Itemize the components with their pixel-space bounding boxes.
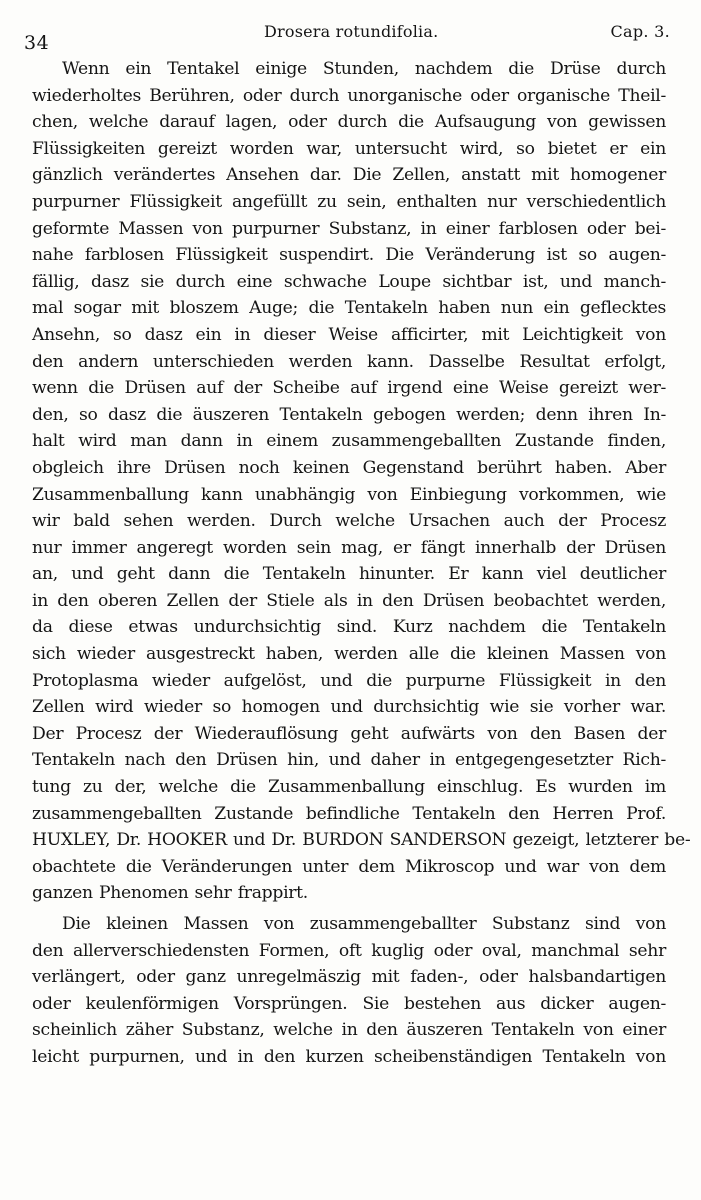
text-line: zusammengeballten Zustande befindliche Tentakeln den Herren Prof. (32, 803, 666, 824)
text-line: in den oberen Zellen der Stiele als in den Drüsen beobachtet werden, (32, 590, 666, 611)
text-line: chen, welche darauf lagen, oder durch die Aufsaugung von gewissen (32, 112, 666, 133)
text-line: Tentakeln nach den Drüsen hin, und daher in entgegengesetzter Rich- (32, 750, 666, 771)
text-line: den andern unterschieden werden kann. Dasselbe Resultat erfolgt, (32, 351, 666, 372)
text-line: ganzen Phenomen sehr frappirt. (32, 883, 308, 904)
running-title: Drosera rotundifolia. (264, 22, 439, 41)
text-line: Der Procesz der Wiederauflösung geht aufwärts von den Basen der (32, 723, 666, 744)
text-line: purpurner Flüssigkeit angefüllt zu sein, enthalten nur verschiedentlich (32, 191, 666, 212)
text-line: den allerverschiedensten Formen, oft kuglig oder oval, manchmal sehr (32, 940, 666, 961)
chapter-label: Cap. 3. (610, 22, 670, 41)
text-line: wenn die Drüsen auf der Scheibe auf irgend eine Weise gereizt wer- (32, 378, 666, 399)
text-line: Flüssigkeiten gereizt worden war, untersucht wird, so bietet er ein (32, 138, 666, 159)
text-line: da diese etwas undurchsichtig sind. Kurz nachdem die Tentakeln (32, 617, 666, 638)
text-line: Wenn ein Tentakel einige Stunden, nachdem die Drüse durch (62, 59, 666, 79)
text-line: Protoplasma wieder aufgelöst, und die purpurne Flüssigkeit in den (32, 670, 666, 691)
page-header (22, 20, 670, 54)
text-line: den, so dasz die äuszeren Tentakeln gebogen werden; denn ihren In- (32, 404, 666, 425)
page-number: 34 (24, 32, 50, 54)
text-line: tung zu der, welche die Zusammenballung einschlug. Es wurden im (32, 777, 666, 798)
text-line: leicht purpurnen, und in den kurzen scheibenständigen Tentakeln von (32, 1046, 666, 1067)
text-line: scheinlich zäher Substanz, welche in den äuszeren Tentakeln von einer (32, 1020, 666, 1041)
text-line: sich wieder ausgestreckt haben, werden alle die kleinen Massen von (32, 644, 666, 665)
paragraph (32, 911, 666, 1071)
page-body (32, 56, 691, 1071)
text-line: obgleich ihre Drüsen noch keinen Gegenstand berührt haben. Aber (32, 457, 666, 478)
text-line: obachtete die Veränderungen unter dem Mikroscop und war von dem (32, 856, 666, 877)
text-line: verlängert, oder ganz unregelmäszig mit faden-, oder halsbandartigen (32, 967, 666, 988)
text-line: an, und geht dann die Tentakeln hinunter. Er kann viel deutlicher (32, 564, 666, 585)
text-line: wiederholtes Berühren, oder durch unorganische oder organische Theil- (32, 85, 666, 106)
text-line: Die kleinen Massen von zusammengeballter Substanz sind von (62, 914, 666, 934)
text-line: Ansehn, so dasz ein in dieser Weise afficirter, mit Leichtigkeit von (32, 324, 666, 345)
text-line: nahe farblosen Flüssigkeit suspendirt. Die Veränderung ist so augen- (32, 245, 666, 266)
text-line: oder keulenförmigen Vorsprüngen. Sie bestehen aus dicker augen- (32, 993, 666, 1014)
paragraph (32, 56, 691, 907)
text-line: Zellen wird wieder so homogen und durchsichtig wie sie vorher war. (32, 697, 666, 718)
text-line: Zusammenballung kann unabhängig von Einbiegung vorkommen, wie (32, 484, 666, 505)
text-line: HUXLEY, Dr. HOOKER und Dr. BURDON SANDERSON gezeigt, letzterer be- (32, 830, 691, 851)
text-line: wir bald sehen werden. Durch welche Ursachen auch der Procesz (32, 511, 666, 532)
text-line: mal sogar mit bloszem Auge; die Tentakeln haben nun ein geflecktes (32, 298, 666, 319)
text-line: geformte Massen von purpurner Substanz, in einer farblosen oder bei- (32, 218, 666, 239)
text-line: nur immer angeregt worden sein mag, er fängt innerhalb der Drüsen (32, 537, 666, 558)
text-line: fällig, dasz sie durch eine schwache Loupe sichtbar ist, und manch- (32, 271, 666, 292)
text-line: halt wird man dann in einem zusammengeballten Zustande finden, (32, 431, 666, 452)
text-line: gänzlich verändertes Ansehen dar. Die Zellen, anstatt mit homogener (32, 165, 666, 186)
